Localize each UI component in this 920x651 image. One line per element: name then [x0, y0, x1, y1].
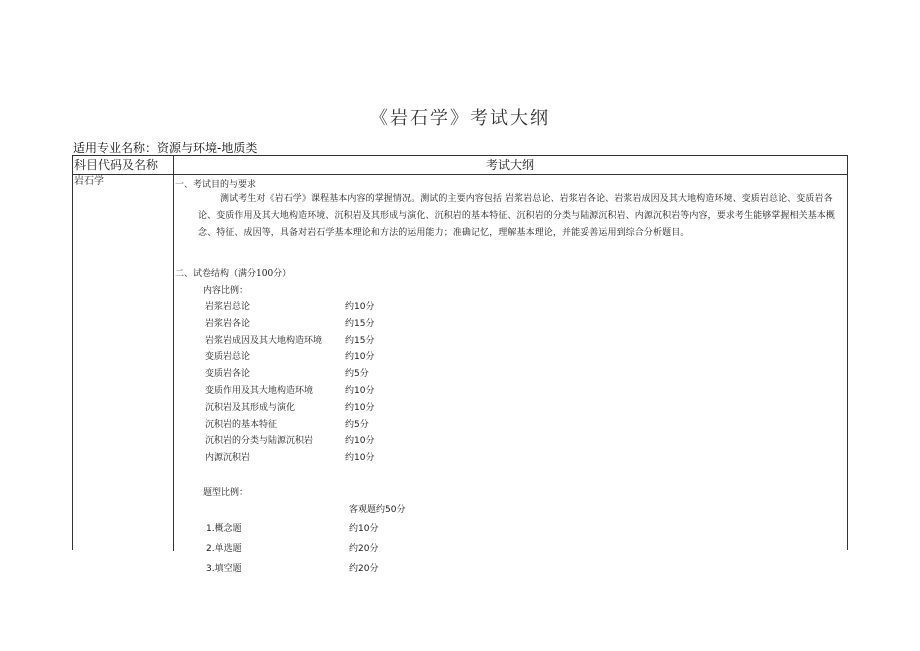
content-item-name: 岩浆岩总论	[205, 302, 251, 312]
content-item-score: 约10分	[345, 453, 375, 464]
syllabus-table	[72, 155, 848, 574]
objective-label: 客观题约50分	[349, 505, 406, 515]
content-item-name: 变质岩各论	[205, 369, 251, 380]
content-ratio-label: 内容比例：	[203, 286, 249, 296]
content-item-score: 约15分	[345, 318, 375, 329]
section2-heading: 二、试卷结构（满分100分）	[175, 269, 292, 279]
content-item-score: 约5分	[345, 369, 369, 380]
type-item-name: 2.单选题	[206, 544, 242, 554]
type-item-score: 约20分	[349, 544, 379, 554]
content-item-name: 变质岩总论	[205, 352, 251, 363]
content-item-score: 约10分	[345, 402, 375, 413]
content-item-name: 沉积岩的分类与陆源沉积岩	[205, 436, 314, 447]
type-item-score: 约10分	[349, 524, 379, 534]
table-header-row	[73, 156, 847, 175]
type-ratio-label: 题型比例：	[203, 488, 249, 498]
document-title: 《岩石学》考试大纲	[370, 108, 550, 129]
content-item-score: 约10分	[345, 386, 375, 396]
section1-paragraph: 测试考生对《岩石学》课程基本内容的掌握情况。测试的主要内容包括 岩浆岩总论、岩浆岩各论、岩浆岩成因及其大地构造环境、变质岩总论、变质岩各论、变质作用及其大地构造环境、沉积岩及其形成与演化、沉积岩的基本特征、沉积岩的分类与陆源沉积岩、内源沉积岩等内容，要求考生能够掌握相关基本概念、特征、成因等，具备对岩石学基本理论和方法的运用能力；准确记忆，理解基本理论，并能妥善运用到综合分析题目。	[198, 194, 836, 238]
type-item-name: 1.概念题	[206, 524, 242, 534]
content-item-name: 沉积岩及其形成与演化	[205, 402, 296, 413]
section1-heading: 一、考试目的与要求	[175, 180, 257, 190]
content-item-score: 约5分	[345, 419, 369, 430]
header-syllabus: 考试大纲	[485, 158, 534, 172]
type-item-name: 3.填空题	[206, 564, 242, 574]
content-item-name: 沉积岩的基本特征	[205, 419, 278, 430]
content-item-score: 约10分	[345, 302, 375, 312]
content-item-name: 岩浆岩各论	[205, 318, 251, 329]
content-item-name: 变质作用及其大地构造环境	[205, 386, 314, 396]
syllabus-content	[173, 175, 847, 574]
header-subject-code: 科目代码及名称	[73, 156, 174, 174]
type-item-score: 约20分	[349, 564, 379, 574]
content-item-score: 约10分	[345, 436, 375, 447]
content-item-name: 内源沉积岩	[205, 453, 251, 464]
subject-name: 岩石学	[73, 175, 174, 551]
content-item-score: 约10分	[345, 352, 375, 363]
content-item-name: 岩浆岩成因及其大地构造环境	[205, 335, 323, 346]
major-name: 适用专业名称：资源与环境-地质类	[73, 141, 258, 155]
content-item-score: 约15分	[345, 335, 375, 346]
